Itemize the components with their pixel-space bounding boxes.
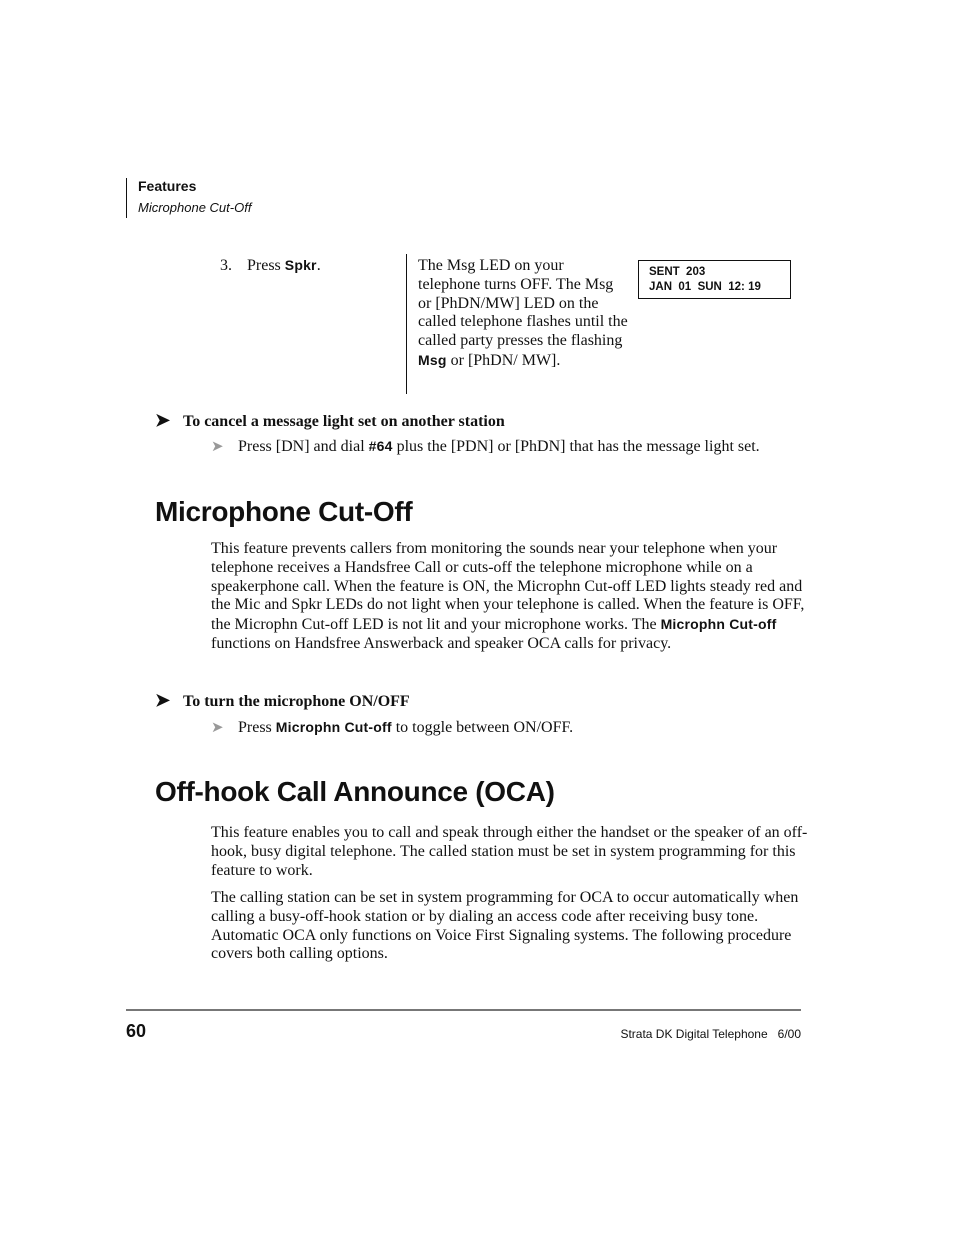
- step-arrow-icon: ➤: [211, 720, 224, 736]
- step-action-prefix: Press: [247, 257, 281, 274]
- cancel-procedure-heading: [155, 410, 505, 431]
- cancel-step-suffix: plus the [PDN] or [PhDN] that has the message light set.: [396, 438, 760, 455]
- oca-section-title: Off-hook Call Announce (OCA): [155, 776, 555, 807]
- mic-para-part2: functions on Handsfree Answerback and speaker OCA calls for privacy.: [211, 634, 672, 652]
- microphn-cutoff-key-label: Microphn Cut-off: [660, 616, 777, 633]
- msg-key-label: Msg: [418, 351, 447, 368]
- step-action-suffix: .: [316, 257, 321, 274]
- mic-step-suffix: to toggle between ON/OFF.: [395, 719, 574, 736]
- header-rule: [126, 178, 127, 218]
- page-number: 60: [126, 1021, 147, 1041]
- mic-procedure-heading-text: To turn the microphone ON/OFF: [183, 693, 410, 710]
- procedure-arrow-icon: ➤: [155, 410, 171, 430]
- step-column-divider: [406, 254, 407, 394]
- mic-section-title: Microphone Cut-Off: [155, 496, 413, 527]
- oca-paragraph-2: The calling station can be set in system programming for OCA to occur automatically when calling a busy-off-hook station or by dialing an access code after receiving busy tone. Automatic OCA only functions on Voice First Signaling systems. The following procedure covers both calling options.: [211, 889, 799, 963]
- code-64-key-label: #64: [368, 438, 393, 454]
- mic-step-prefix: Press: [238, 719, 272, 736]
- mic-para-part1: This feature prevents callers from monitoring the sounds near your telephone when your telephone receives a Handsfree Call or cuts-off the telephone microphone while on a speakerphone call. When the feature is ON, the Microphn Cut-off LED lights steady red and the Mic and Spkr LEDs do not light when your telephone is called. When the feature is OFF, the Microphn Cut-off LED is not lit and your microphone works. The: [211, 540, 805, 634]
- cancel-procedure-step: [211, 437, 760, 456]
- step-arrow-icon: ➤: [211, 439, 224, 455]
- footer-doc-title: Strata DK Digital Telephone 6/00: [620, 1027, 801, 1041]
- spkr-key-label: Spkr: [284, 257, 317, 273]
- section-title: Features: [138, 178, 197, 194]
- step-result-part2: or [PhDN/ MW].: [450, 351, 561, 369]
- footer-rule: [126, 1009, 801, 1011]
- mic-procedure-heading: [155, 690, 410, 711]
- oca-paragraph-1: This feature enables you to call and speak through either the handset or the speaker of an off-hook, busy digital telephone. The called station must be set in system programming for this feature to work.: [211, 824, 808, 879]
- cancel-step-prefix: Press [DN] and dial: [238, 438, 365, 455]
- lcd-display: [638, 260, 791, 299]
- cancel-procedure-heading-text: To cancel a message light set on another station: [183, 413, 505, 430]
- step-result: [418, 257, 628, 371]
- subsection-title: Microphone Cut-Off: [138, 200, 252, 215]
- microphn-cutoff-key-label: Microphn Cut-off: [275, 719, 392, 735]
- step-number: 3.: [220, 257, 232, 274]
- mic-section-paragraph: [211, 540, 811, 654]
- lcd-line-1: SENT 203: [649, 266, 706, 278]
- lcd-line-2: JAN 01 SUN 12: 19: [649, 281, 761, 293]
- mic-procedure-step: [211, 718, 573, 737]
- step-action: [247, 257, 321, 275]
- step-result-part1: The Msg LED on your telephone turns OFF. The Msg or [PhDN/MW] LED on the called telephone flashes until the called party presses the flashing: [418, 257, 628, 350]
- procedure-arrow-icon: ➤: [155, 690, 171, 710]
